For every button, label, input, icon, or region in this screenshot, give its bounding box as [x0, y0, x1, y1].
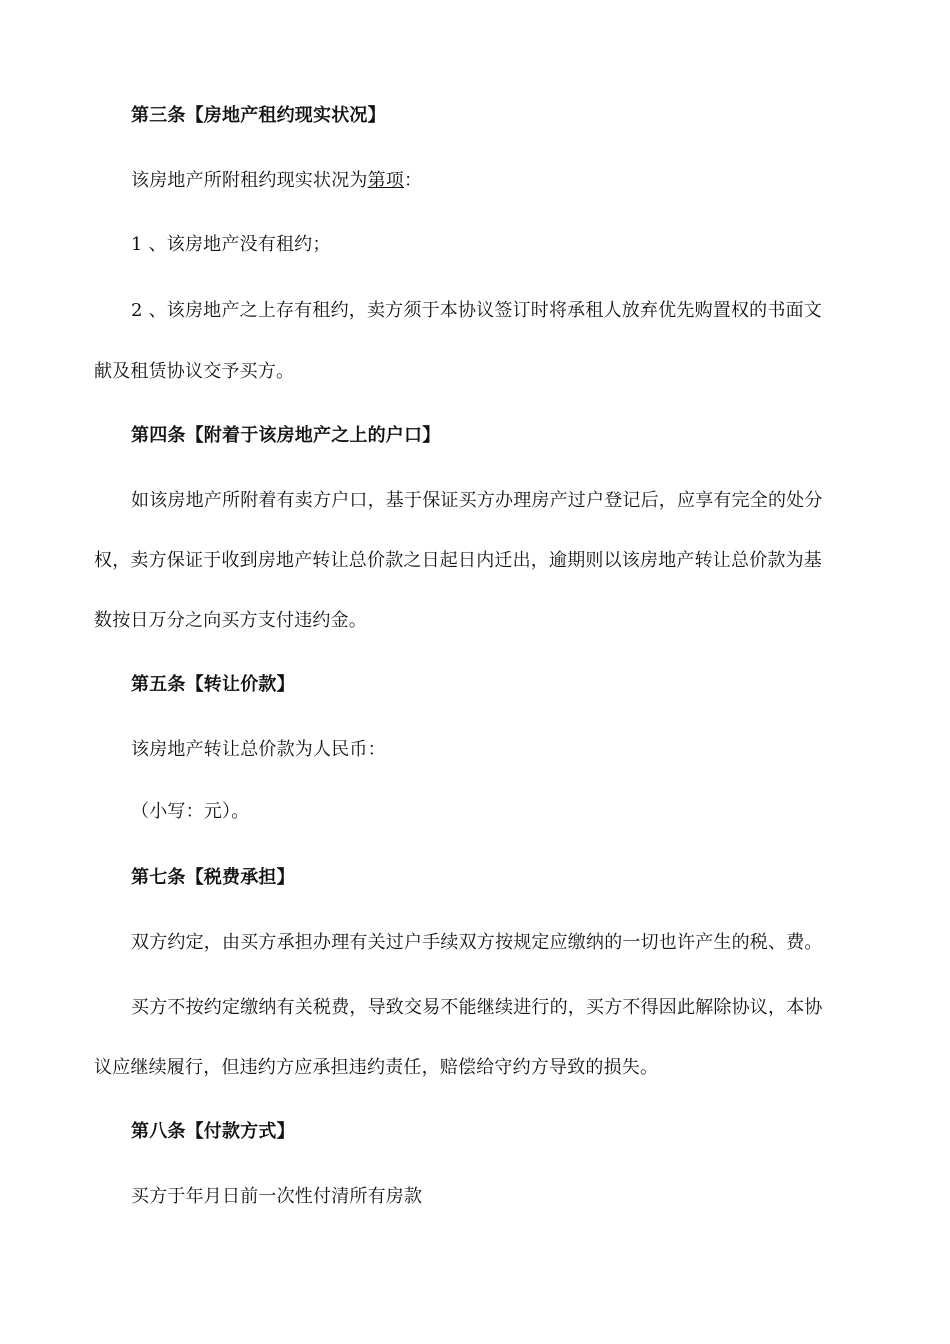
article-3-heading: 第三条【房地产租约现实状况】	[131, 105, 386, 126]
article-3-intro-colon: ：	[404, 170, 423, 191]
article-4-line-2: 权，卖方保证于收到房地产转让总价款之日起日内迁出，逾期则以该房地产转让总价款为基	[94, 550, 822, 571]
article-4-line-1: 如该房地产所附着有卖方户口，基于保证买方办理房产过户登记后，应享有完全的处分	[131, 490, 823, 511]
article-3-intro-text: 该房地产所附租约现实状况为	[131, 170, 368, 191]
article-3-intro	[131, 166, 864, 192]
article-8-heading: 第八条【付款方式】	[131, 1121, 295, 1142]
article-7-para-2-line-2: 议应继续履行，但违约方应承担违约责任，赔偿给守约方导致的损失。	[94, 1057, 659, 1078]
article-3-item-2-line-2: 献及租赁协议交予买方。	[94, 361, 295, 382]
article-7-para-1: 双方约定，由买方承担办理有关过户手续双方按规定应缴纳的一切也许产生的税、费。	[131, 932, 823, 953]
article-3-intro-underlined: 第项	[367, 170, 405, 191]
article-7-para-2-line-1: 买方不按约定缴纳有关税费，导致交易不能继续进行的，买方不得因此解除协议，本协	[131, 997, 823, 1018]
article-3-item-2-line-1: 2 、该房地产之上存有租约，卖方须于本协议签订时将承租人放弃优先购置权的书面文	[131, 300, 822, 321]
article-4-line-3: 数按日万分之向买方支付违约金。	[94, 610, 367, 631]
article-5-line-1: 该房地产转让总价款为人民币：	[131, 739, 386, 760]
article-5-line-2: （小写：元）。	[131, 801, 250, 822]
article-7-heading: 第七条【税费承担】	[131, 867, 295, 888]
article-3-item-1: 1 、该房地产没有租约；	[131, 234, 331, 255]
article-5-heading: 第五条【转让价款】	[131, 674, 295, 695]
article-4-heading: 第四条【附着于该房地产之上的户口】	[131, 425, 441, 446]
article-8-line-1: 买方于年月日前一次性付清所有房款	[131, 1186, 423, 1207]
